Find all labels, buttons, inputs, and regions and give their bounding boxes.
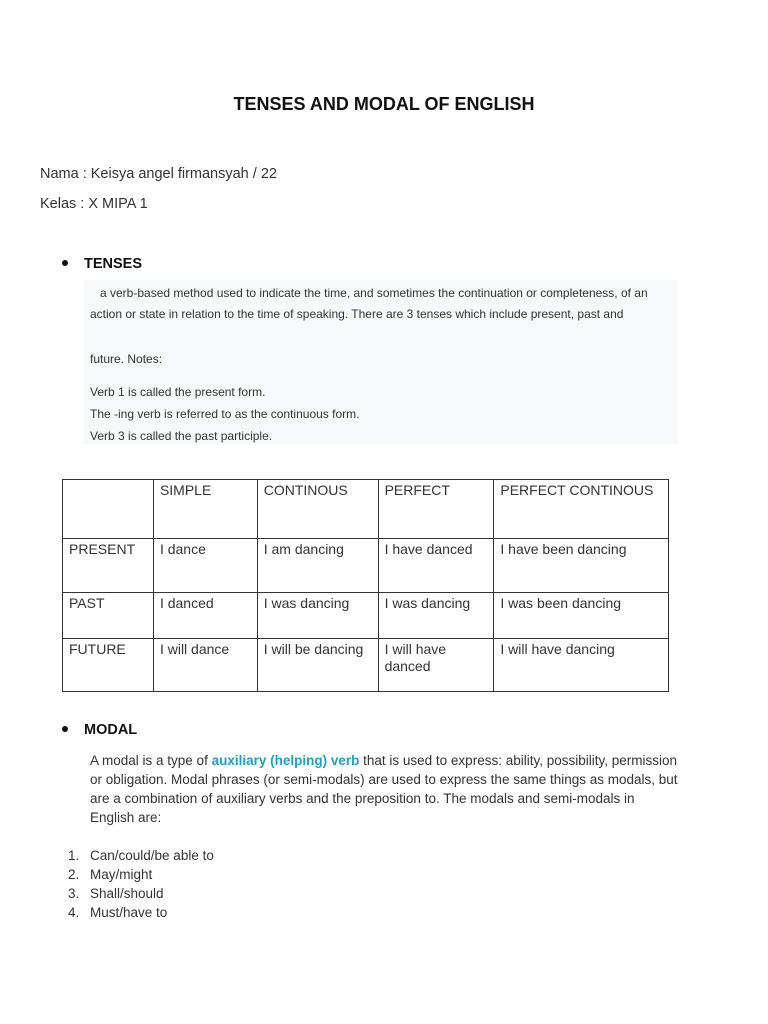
tenses-definition-box [84,280,678,444]
tenses-note: Verb 3 is called the past participle. [90,429,273,443]
table-cell [63,480,154,539]
list-item [68,865,214,884]
table-row [63,539,669,593]
table-cell: PAST [63,593,154,639]
list-text: May/might [90,867,153,882]
tenses-note: Verb 1 is called the present form. [90,385,266,399]
list-text: Must/have to [90,905,168,920]
table-cell: PERFECT CONTINOUS [494,480,669,539]
table-cell: I dance [153,539,257,593]
list-item [68,846,214,865]
tenses-line: a verb-based method used to indicate the time, and sometimes the continuation or completeness, of an [100,286,648,300]
list-number: 4. [68,905,80,920]
auxiliary-verb-link[interactable]: auxiliary (helping) verb [211,753,360,768]
table-row [63,639,669,692]
modal-text: A modal is a type of [90,753,212,768]
page-title: TENSES AND MODAL OF ENGLISH [233,94,535,114]
modal-heading [62,722,137,738]
tenses-heading-label: TENSES [84,256,143,272]
table-cell: I danced [153,593,257,639]
list-item [68,903,214,922]
modal-heading-label: MODAL [84,722,138,738]
tenses-line: action or state in relation to the time of speaking. There are 3 tenses which include present, past and [90,307,624,321]
student-class: Kelas : X MIPA 1 [40,196,148,212]
modal-paragraph [90,751,680,827]
list-item [68,884,214,903]
list-number: 3. [68,886,80,901]
table-cell: PERFECT [378,480,494,539]
table-cell: I will have danced [378,639,494,692]
modal-list [68,846,214,922]
table-cell: I will have dancing [494,639,669,692]
table-cell: I am dancing [257,539,378,593]
tenses-table [62,479,669,692]
table-cell: CONTINOUS [257,480,378,539]
tenses-note: The -ing verb is referred to as the continuous form. [90,407,360,421]
table-cell: I will be dancing [257,639,378,692]
table-cell: I have been dancing [494,539,669,593]
list-text: Can/could/be able to [90,848,214,863]
modal-text: that is used to express: ability, possibility, permission or obligation. Modal phrases (or semi-modals) are used to express the same things as modals, but are a combination of auxiliary verbs and the preposition to. The modals and semi-modals in English are: [90,753,678,825]
table-cell: SIMPLE [153,480,257,539]
table-cell: I was dancing [378,593,494,639]
table-cell: I have danced [378,539,494,593]
bullet-icon [62,726,68,732]
list-number: 1. [68,848,80,863]
tenses-heading [62,256,142,272]
list-number: 2. [68,867,80,882]
table-cell: I was been dancing [494,593,669,639]
table-cell: PRESENT [63,539,154,593]
table-header-row [63,480,669,539]
student-name: Nama : Keisya angel firmansyah / 22 [40,166,277,182]
list-text: Shall/should [90,886,164,901]
table-cell: I will dance [153,639,257,692]
table-cell: FUTURE [63,639,154,692]
table-cell: I was dancing [257,593,378,639]
tenses-line: future. Notes: [90,352,163,366]
bullet-icon [62,260,68,266]
table-row [63,593,669,639]
